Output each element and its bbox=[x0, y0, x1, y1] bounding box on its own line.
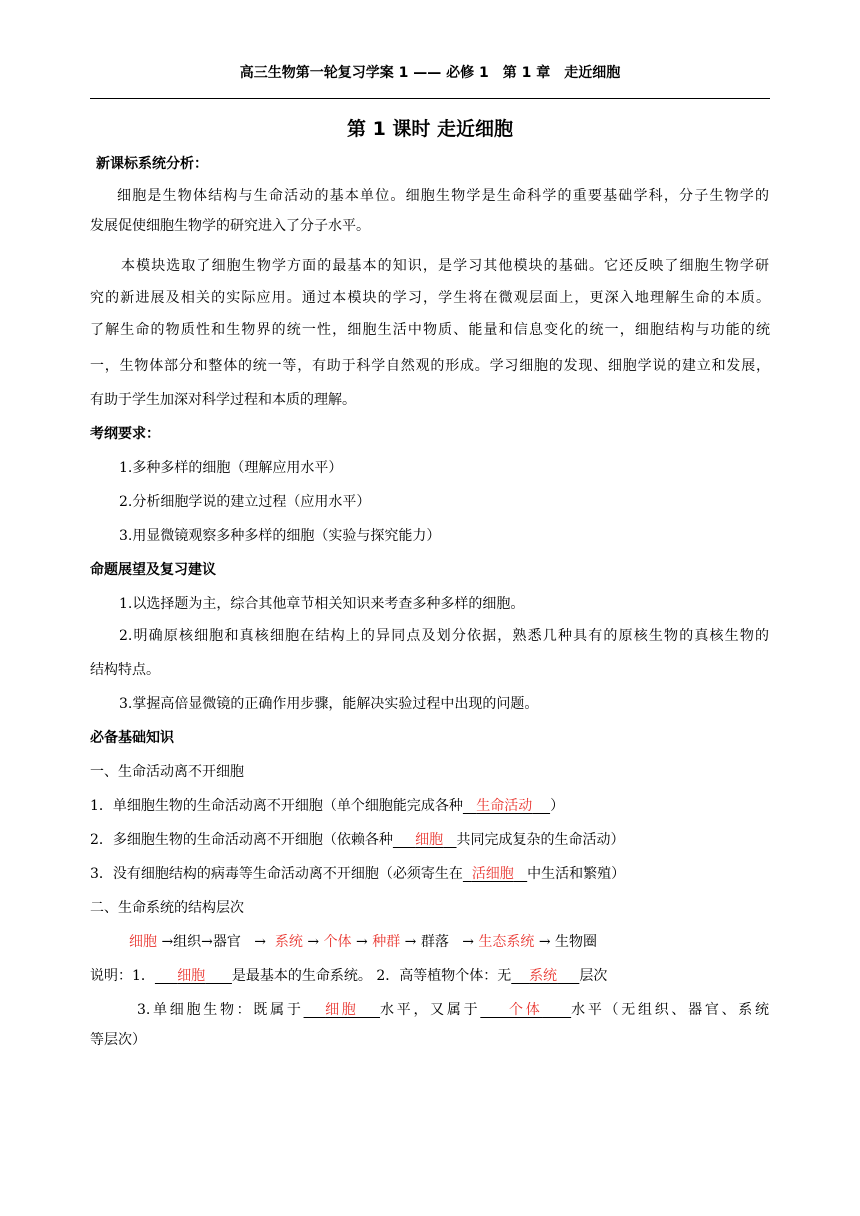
answer-blank bbox=[304, 1002, 380, 1018]
analysis-paragraph-2-line-5: 有助于学生加深对科学过程和本质的理解。 bbox=[90, 392, 356, 408]
outline-item-2: 2.分析细胞学说的建立过程（应用水平） bbox=[119, 494, 371, 510]
arrow-icon: → bbox=[254, 934, 267, 950]
page-header: 高三生物第一轮复习学案 1 —— 必修 1 第 1 章 走近细胞 bbox=[239, 65, 621, 81]
analysis-heading: 新课标系统分析： bbox=[96, 156, 208, 172]
outlook-item-3: 3.掌握高倍显微镜的正确作用步骤，能解决实验过程中出现的问题。 bbox=[119, 696, 539, 712]
analysis-paragraph-1-line-2: 发展促使细胞生物学的研究进入了分子水平。 bbox=[90, 218, 370, 234]
analysis-paragraph-2-line-2: 究的新进展及相关的实际应用。通过本模块的学习，学生将在微观层面上，更深入地理解生命的本质。 bbox=[90, 290, 770, 306]
arrow-icon: → bbox=[404, 934, 417, 950]
section-1-item-2: 2．多细胞生物的生命活动离不开细胞（依赖各种 细胞 共同完成复杂的生命活动） bbox=[90, 832, 625, 848]
outlook-item-1: 1.以选择题为主，综合其他章节相关知识来考查多种多样的细胞。 bbox=[119, 596, 525, 612]
chain-population: 种群 bbox=[372, 934, 401, 950]
chain-ecosystem: 生态系统 bbox=[478, 934, 535, 950]
answer-text: 细胞 bbox=[177, 968, 206, 984]
chain-tissue-organ: →组织→器官 bbox=[161, 934, 241, 950]
arrow-icon: → bbox=[538, 934, 551, 950]
note-line-3: 3.单细胞生物：既属于 细胞 水平，又属于 个体 水平（无组织、器官、系统 bbox=[137, 1002, 770, 1018]
hierarchy-chain bbox=[129, 932, 597, 952]
answer-text: 细胞 bbox=[415, 832, 444, 848]
outlook-item-2-line-1: 2.明确原核细胞和真核细胞在结构上的异同点及划分依据，熟悉几种具有的原核生物的真核生物的 bbox=[119, 628, 769, 644]
outlook-heading: 命题展望及复习建议 bbox=[90, 562, 216, 578]
arrow-icon: → bbox=[356, 934, 368, 950]
analysis-paragraph-2-line-3: 了解生命的物质性和生物界的统一性，细胞生活中物质、能量和信息变化的统一，细胞结构与功能的统 bbox=[90, 322, 770, 338]
answer-blank bbox=[155, 968, 232, 984]
answer-text: 活细胞 bbox=[471, 866, 514, 882]
answer-text: 个体 bbox=[509, 1002, 543, 1018]
outline-heading: 考纲要求： bbox=[90, 426, 160, 442]
answer-blank bbox=[393, 832, 457, 848]
answer-blank bbox=[463, 866, 527, 882]
chain-system: 系统 bbox=[274, 934, 303, 950]
header-divider bbox=[90, 98, 770, 99]
answer-text: 生命活动 bbox=[476, 798, 533, 814]
lesson-title: 第 1 课时 走近细胞 bbox=[346, 118, 514, 140]
note-line-3-continued: 等层次） bbox=[90, 1032, 146, 1048]
answer-text: 系统 bbox=[529, 968, 558, 984]
answer-blank bbox=[511, 968, 579, 984]
chain-biosphere: 生物圈 bbox=[555, 934, 598, 950]
section-1-item-3: 3．没有细胞结构的病毒等生命活动离不开细胞（必须寄生在 活细胞 中生活和繁殖） bbox=[90, 866, 626, 882]
answer-blank bbox=[480, 1002, 571, 1018]
arrow-icon: → bbox=[462, 934, 474, 950]
chain-community: 群落 bbox=[420, 934, 449, 950]
analysis-paragraph-1-line-1: 细胞是生物体结构与生命活动的基本单位。细胞生物学是生命科学的重要基础学科，分子生物学的 bbox=[117, 188, 769, 204]
answer-text: 细胞 bbox=[325, 1002, 359, 1018]
outline-item-1: 1.多种多样的细胞（理解应用水平） bbox=[119, 460, 343, 476]
outlook-item-2-line-2: 结构特点。 bbox=[90, 662, 160, 678]
analysis-paragraph-2-line-4: 一，生物体部分和整体的统一等，有助于科学自然观的形成。学习细胞的发现、细胞学说的建立和发展， bbox=[90, 358, 770, 374]
answer-blank bbox=[463, 798, 550, 814]
outline-item-3: 3.用显微镜观察多种多样的细胞（实验与探究能力） bbox=[119, 528, 441, 544]
chain-individual: 个体 bbox=[323, 934, 352, 950]
arrow-icon: → bbox=[307, 934, 320, 950]
section-1-heading: 一、生命活动离不开细胞 bbox=[90, 764, 244, 780]
basics-heading: 必备基础知识 bbox=[90, 730, 174, 746]
section-1-item-1: 1．单细胞生物的生命活动离不开细胞（单个细胞能完成各种 生命活动 ） bbox=[90, 798, 565, 814]
note-line-1: 说明：1． 细胞 是最基本的生命系统。 2．高等植物个体：无 系统 层次 bbox=[90, 968, 608, 984]
chain-cell: 细胞 bbox=[129, 934, 157, 950]
section-2-heading: 二、生命系统的结构层次 bbox=[90, 900, 244, 916]
analysis-paragraph-2-line-1: 本模块选取了细胞生物学方面的最基本的知识，是学习其他模块的基础。它还反映了细胞生物学研 bbox=[121, 258, 769, 274]
